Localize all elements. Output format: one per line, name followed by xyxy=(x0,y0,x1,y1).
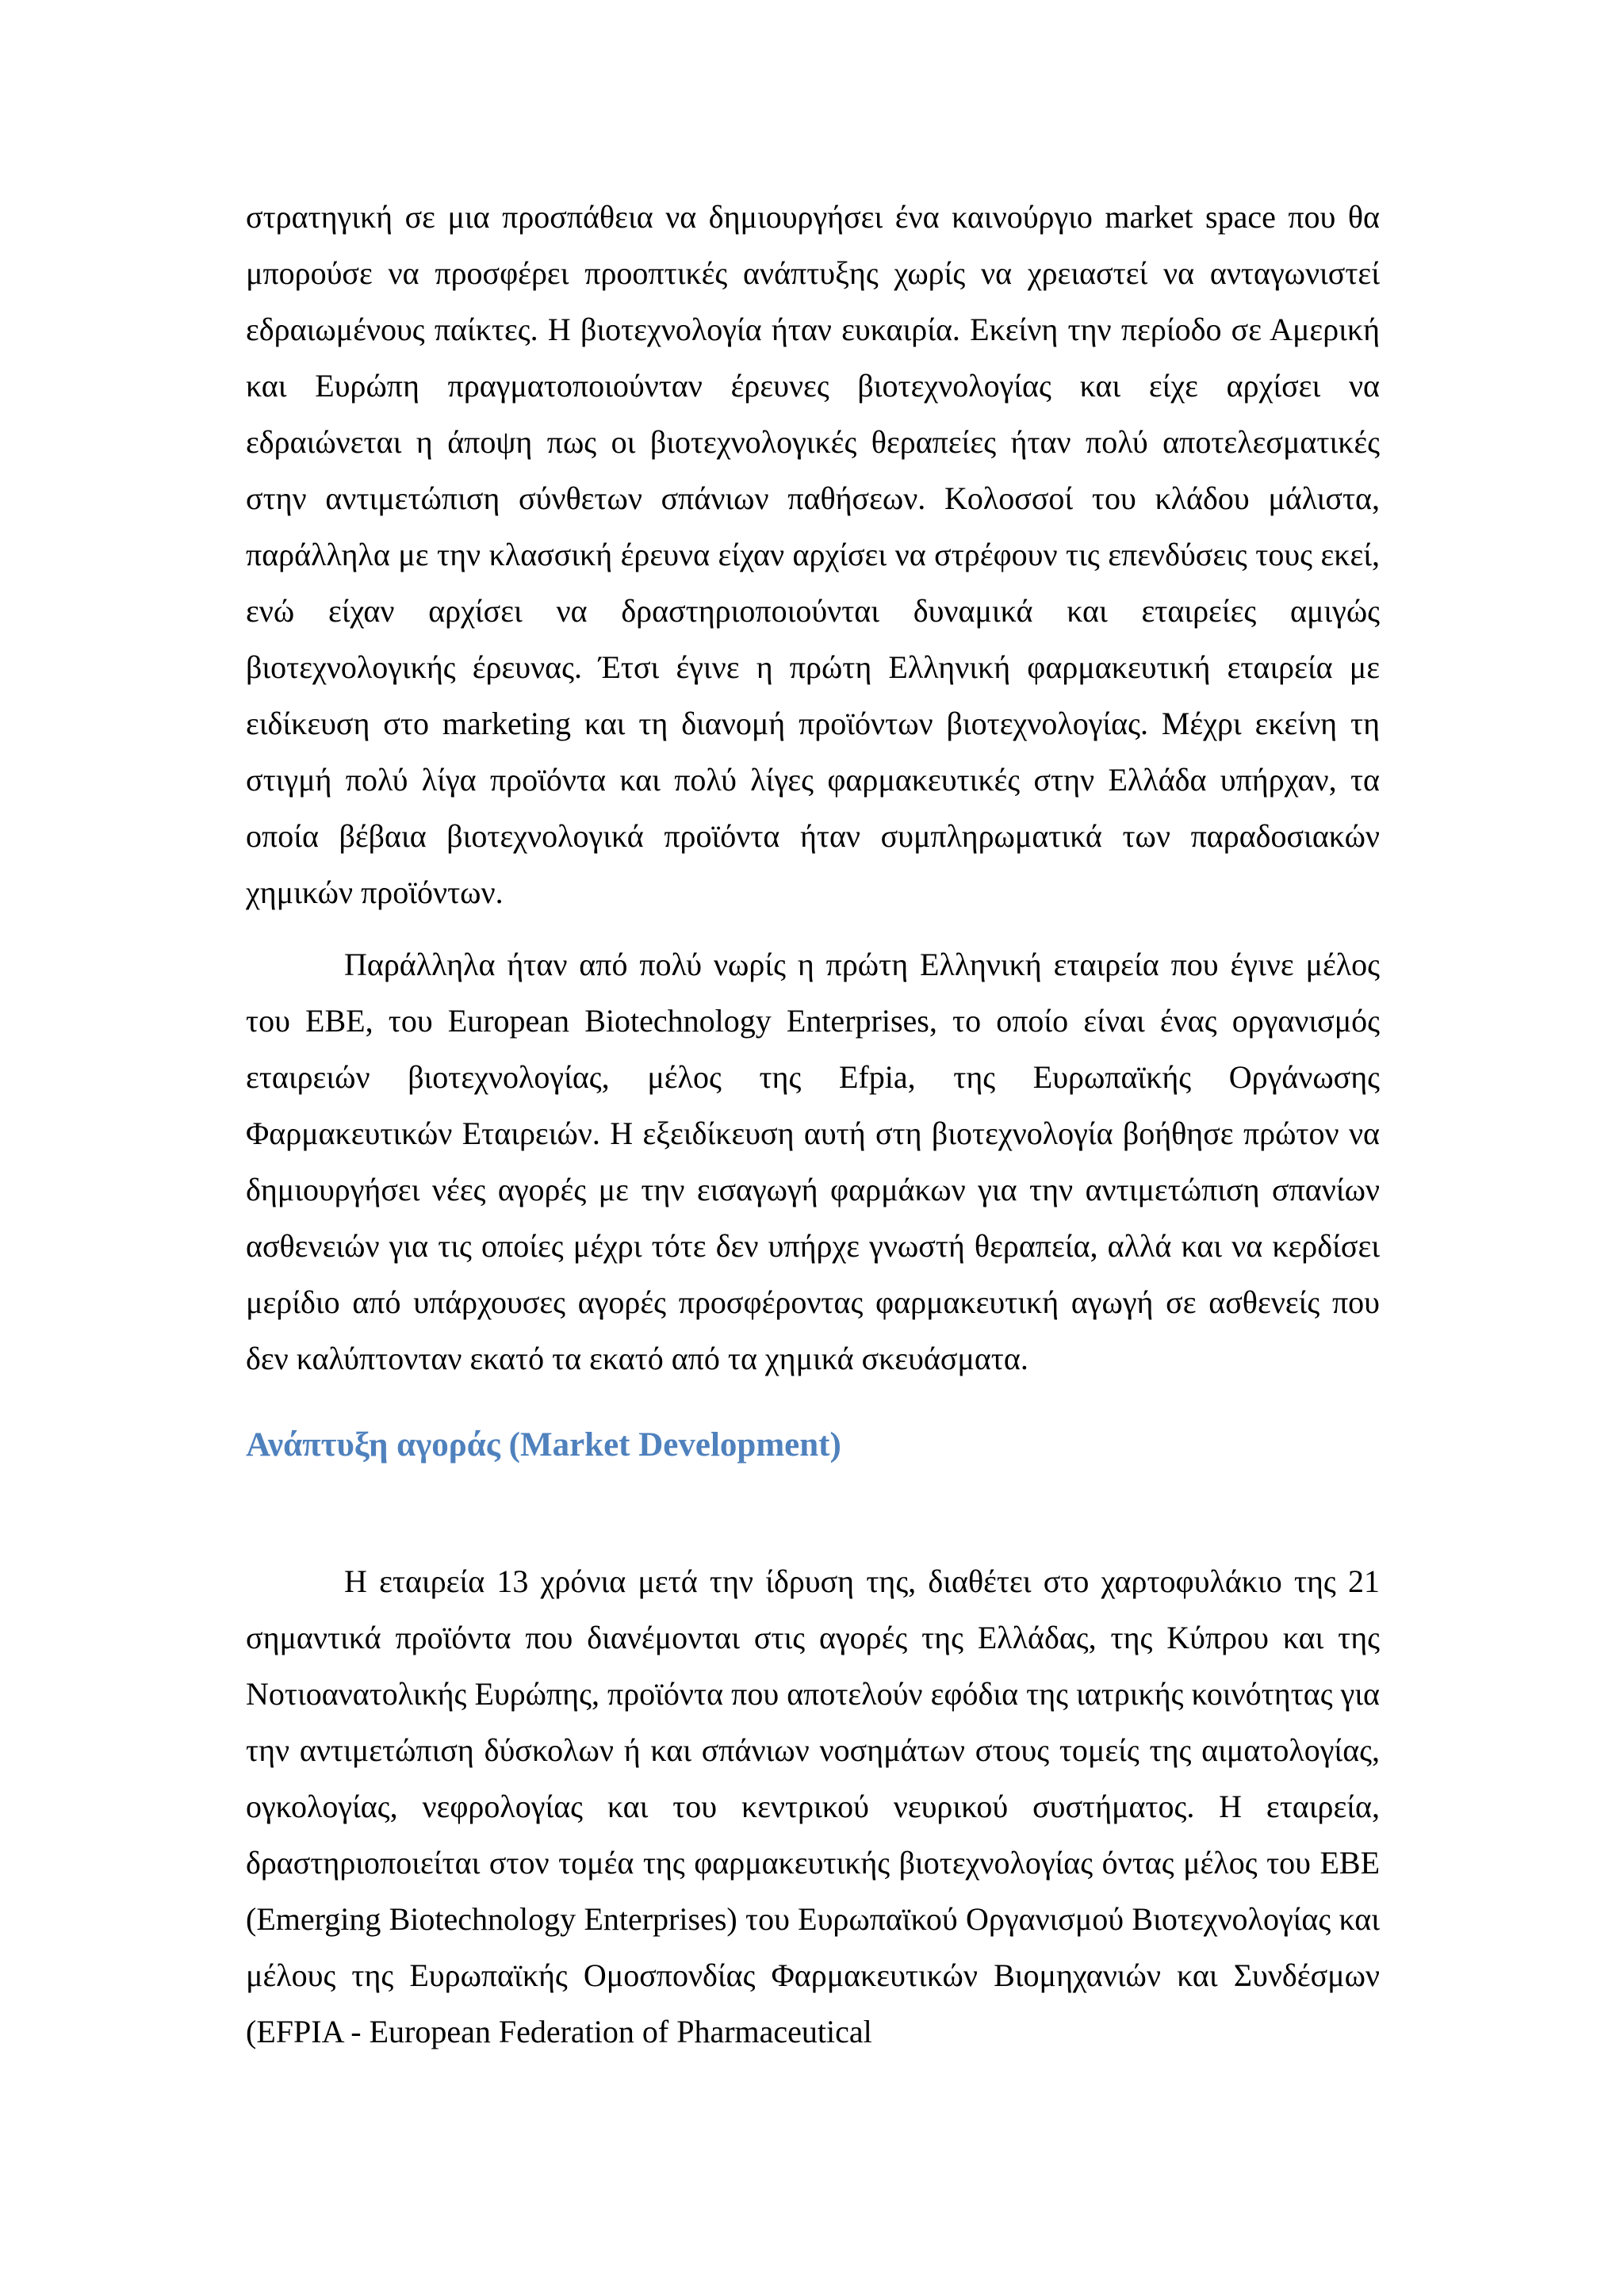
section-heading-market-development: Ανάπτυξη αγοράς (Market Development) xyxy=(246,1426,841,1464)
paragraph-ebe-membership: Παράλληλα ήταν από πολύ νωρίς η πρώτη Ελληνική εταιρεία που έγινε μέλος του EBE, του European Biotechnology Enterprises, το οποίο είναι ένας οργανισμός εταιρειών βιοτεχνολογίας, μέλος της Efpia, της Ευρωπαϊκής Οργάνωσης Φαρμακευτικών Εταιρειών. Η εξειδίκευση αυτή στη βιοτεχνολογία βοήθησε πρώτον να δημιουργήσει νέες αγορές με την εισαγωγή φαρμάκων για την αντιμετώπιση σπανίων ασθενειών για τις οποίες μέχρι τότε δεν υπήρχε γνωστή θεραπεία, αλλά και να κερδίσει μερίδιο από υπάρχουσες αγορές προσφέροντας φαρμακευτική αγωγή σε ασθενείς που δεν καλύπτονταν εκατό τα εκατό από τα χημικά σκευάσματα. xyxy=(246,947,1380,1376)
paragraph-portfolio: Η εταιρεία 13 χρόνια μετά την ίδρυση της, διαθέτει στο χαρτοφυλάκιο της 21 σημαντικά προϊόντα που διανέμονται στις αγορές της Ελλάδας, της Κύπρου και της Νοτιοανατολικής Ευρώπης, προϊόντα που αποτελούν εφόδια της ιατρικής κοινότητας για την αντιμετώπιση δύσκολων ή και σπάνιων νοσημάτων στους τομείς της αιματολογίας, ογκολογίας, νεφρολογίας και του κεντρικού νευρικού συστήματος. Η εταιρεία, δραστηριοποιείται στον τομέα της φαρμακευτικής βιοτεχνολογίας όντας μέλος του EBE (Emerging Biotechnology Enterprises) του Ευρωπαϊκού Οργανισμού Βιοτεχνολογίας και μέλους της Ευρωπαϊκής Ομοσπονδίας Φαρμακευτικών Βιομηχανιών και Συνδέσμων (EFPIA - European Federation of Pharmaceutical xyxy=(246,1563,1380,2049)
document-body xyxy=(246,189,1380,2060)
paragraph-biotech-strategy: στρατηγική σε μια προσπάθεια να δημιουργήσει ένα καινούργιο market space που θα μπορούσε να προσφέρει προοπτικές ανάπτυξης χωρίς να χρειαστεί να ανταγωνιστεί εδραιωμένους παίκτες. Η βιοτεχνολογία ήταν ευκαιρία. Εκείνη την περίοδο σε Αμερική και Ευρώπη πραγματοποιούνταν έρευνες βιοτεχνολογίας και είχε αρχίσει να εδραιώνεται η άποψη πως οι βιοτεχνολογικές θεραπείες ήταν πολύ αποτελεσματικές στην αντιμετώπιση σύνθετων σπάνιων παθήσεων. Κολοσσοί του κλάδου μάλιστα, παράλληλα με την κλασσική έρευνα είχαν αρχίσει να στρέφουν τις επενδύσεις τους εκεί, ενώ είχαν αρχίσει να δραστηριοποιούνται δυναμικά και εταιρείες αμιγώς βιοτεχνολογικής έρευνας. Έτσι έγινε η πρώτη Ελληνική φαρμακευτική εταιρεία με ειδίκευση στο marketing και τη διανομή προϊόντων βιοτεχνολογίας. Μέχρι εκείνη τη στιγμή πολύ λίγα προϊόντα και πολύ λίγες φαρμακευτικές στην Ελλάδα υπήρχαν, τα οποία βέβαια βιοτεχνολογικά προϊόντα ήταν συμπληρωματικά των παραδοσιακών χημικών προϊόντων. xyxy=(246,199,1380,910)
